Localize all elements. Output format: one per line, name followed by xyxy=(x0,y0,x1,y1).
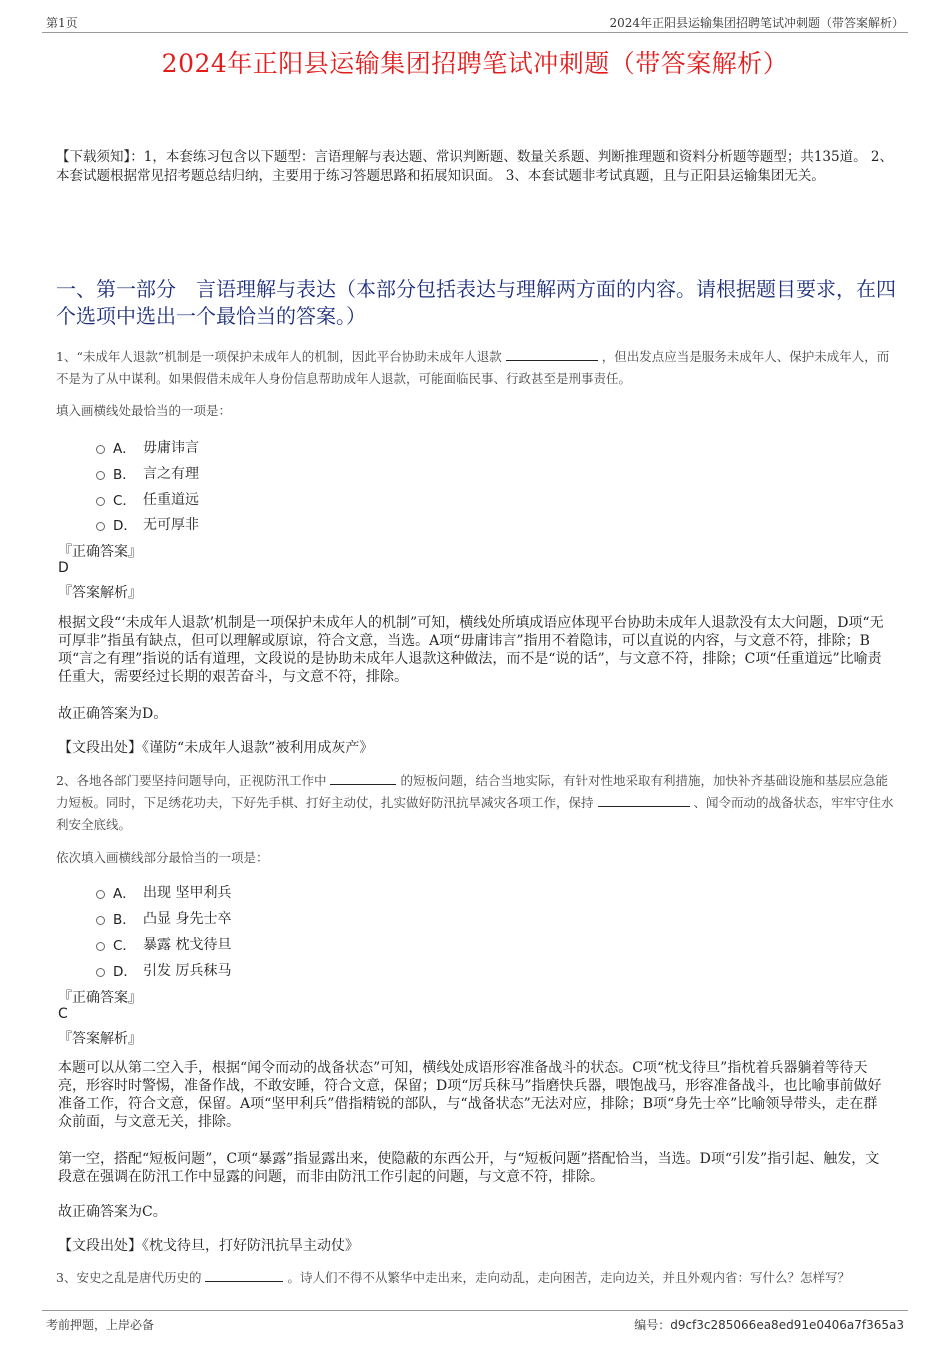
radio-icon[interactable] xyxy=(96,942,105,951)
question-1-blank xyxy=(506,348,598,361)
question-2-blank-2 xyxy=(598,794,690,807)
question-2-text-c: 、闻令而动的战备状态，牢牢守住水利安全底线。 xyxy=(56,795,894,832)
question-2-option-d[interactable]: D． 引发 厉兵秣马 xyxy=(96,960,231,980)
question-1-option-d[interactable]: D． 无可厚非 xyxy=(96,514,199,534)
question-2-option-c[interactable]: C． 暴露 枕戈待旦 xyxy=(96,934,231,954)
page-number: 第1页 xyxy=(46,16,78,30)
question-3-text xyxy=(56,1267,898,1289)
footer-code-value: d9cf3c285066ea8ed91e0406a7f365a3 xyxy=(670,1318,904,1332)
question-2-prompt: 依次填入画横线部分最恰当的一项是： xyxy=(56,850,269,865)
footer-divider xyxy=(42,1310,908,1311)
download-notice: 【下载须知】：1，本套练习包含以下题型：言语理解与表达题、常识判断题、数量关系题、判断推理题和资料分析题等题型；共135道。 2、本套试题根据常见招考题总结归纳，主要用于练习答题思路和拓展知识面。 3、本套试题非考试真题，且与正阳县运输集团无关。 xyxy=(56,149,893,184)
radio-icon[interactable] xyxy=(96,968,105,977)
question-1-text xyxy=(56,346,898,390)
radio-icon[interactable] xyxy=(96,522,105,531)
question-2-source: 【文段出处】《枕戈待旦，打好防汛抗旱主动仗》 xyxy=(58,1238,359,1254)
header-divider xyxy=(42,32,908,33)
section-heading: 一、第一部分 言语理解与表达（本部分包括表达与理解两方面的内容。请根据题目要求，在四个选项中选出一个最恰当的答案。） xyxy=(56,277,896,328)
question-2-answer: C xyxy=(58,1006,68,1022)
question-2-analysis-label: 『答案解析』 xyxy=(58,1031,142,1047)
header-doc-title: 2024年正阳县运输集团招聘笔试冲刺题（带答案解析） xyxy=(609,16,904,30)
radio-icon[interactable] xyxy=(96,445,105,454)
question-1-answer-label: 『正确答案』 xyxy=(58,544,142,560)
question-3-text-b: 。诗人们不得不从繁华中走出来，走向动乱，走向困苦，走向边关，并且外观内省：写什么？怎样写？ xyxy=(287,1270,850,1285)
footer-slogan: 考前押题，上岸必备 xyxy=(46,1318,155,1332)
question-2-option-b[interactable]: B． 凸显 身先士卒 xyxy=(96,908,231,928)
question-2-text-b: 的短板问题，结合当地实际，有针对性地采取有利措施，加快补齐基础设施和基层应急能力短板。同时，下足绣花功夫，下好先手棋、打好主动仗，扎实做好防汛抗旱减灾各项工作，保持 xyxy=(56,773,888,810)
radio-icon[interactable] xyxy=(96,916,105,925)
question-2-analysis-2: 第一空，搭配“短板问题”，C项“暴露”指显露出来，使隐蔽的东西公开，与“短板问题”搭配恰当，当选。D项“引发”指引起、触发，文段意在强调在防汛工作中显露的问题，而非由防汛工作引起的问题，与文意不符，排除。 xyxy=(58,1151,880,1185)
question-1-prompt: 填入画横线处最恰当的一项是： xyxy=(56,403,232,418)
question-3-blank xyxy=(205,1269,283,1282)
question-2-conclusion: 故正确答案为C。 xyxy=(58,1204,167,1220)
question-2-text xyxy=(56,770,898,836)
radio-icon[interactable] xyxy=(96,497,105,506)
question-2-blank-1 xyxy=(330,772,396,785)
radio-icon[interactable] xyxy=(96,471,105,480)
question-1-analysis-label: 『答案解析』 xyxy=(58,585,142,601)
question-2-text-a: 2、各地各部门要坚持问题导向，正视防汛工作中 xyxy=(56,773,327,788)
question-3-text-a: 3、安史之乱是唐代历史的 xyxy=(56,1270,202,1285)
question-2-answer-label: 『正确答案』 xyxy=(58,990,142,1006)
question-1-option-c[interactable]: C． 任重道远 xyxy=(96,489,199,509)
question-2-option-a[interactable]: A． 出现 坚甲利兵 xyxy=(96,882,231,902)
question-1-option-b[interactable]: B． 言之有理 xyxy=(96,463,199,483)
question-1-option-a[interactable]: A． 毋庸讳言 xyxy=(96,437,199,457)
question-1-conclusion: 故正确答案为D。 xyxy=(58,706,168,722)
footer-code-label: 编号： xyxy=(634,1318,671,1332)
question-1-analysis: 根据文段“‘未成年人退款’机制是一项保护未成年人的机制”可知，横线处所填成语应体现平台协助未成年人退款没有太大问题，D项“无可厚非”指虽有缺点，但可以理解或原谅，符合文意，当选。A项“毋庸讳言”指用不着隐讳，可以直说的内容，与文意不符，排除；B项“言之有理”指说的话有道理，文段说的是协助未成年人退款这种做法，而不是“说的话”，与文意不符，排除；C项“任重道远”比喻责任重大，需要经过长期的艰苦奋斗，与文意不符，排除。 xyxy=(58,615,884,685)
question-1-text-a: 1、“未成年人退款”机制是一项保护未成年人的机制，因此平台协助未成年人退款 xyxy=(56,349,502,364)
question-2-analysis-1: 本题可以从第二空入手，根据“闻令而动的战备状态”可知，横线处成语形容准备战斗的状态。C项“枕戈待旦”指枕着兵器躺着等待天亮，形容时时警惕，准备作战，不敢安睡，符合文意，保留；D项“厉兵秣马”指磨快兵器，喂饱战马，形容准备战斗，也比喻事前做好准备工作，符合文意，保留。A项“坚甲利兵”借指精锐的部队，与“战备状态”无法对应，排除；B项“身先士卒”比喻领导带头，走在群众前面，与文意无关，排除。 xyxy=(58,1060,882,1130)
page-title: 2024年正阳县运输集团招聘笔试冲刺题（带答案解析） xyxy=(161,49,789,78)
footer-code xyxy=(634,1316,904,1333)
radio-icon[interactable] xyxy=(96,890,105,899)
question-1-text-b: ，但出发点应当是服务未成年人、保护未成年人，而不是为了从中谋利。如果假借未成年人身份信息帮助成年人退款，可能面临民事、行政甚至是刑事责任。 xyxy=(56,349,890,386)
question-1-answer: D xyxy=(58,560,69,576)
question-1-source: 【文段出处】《谨防“未成年人退款”被利用成灰产》 xyxy=(58,740,374,756)
